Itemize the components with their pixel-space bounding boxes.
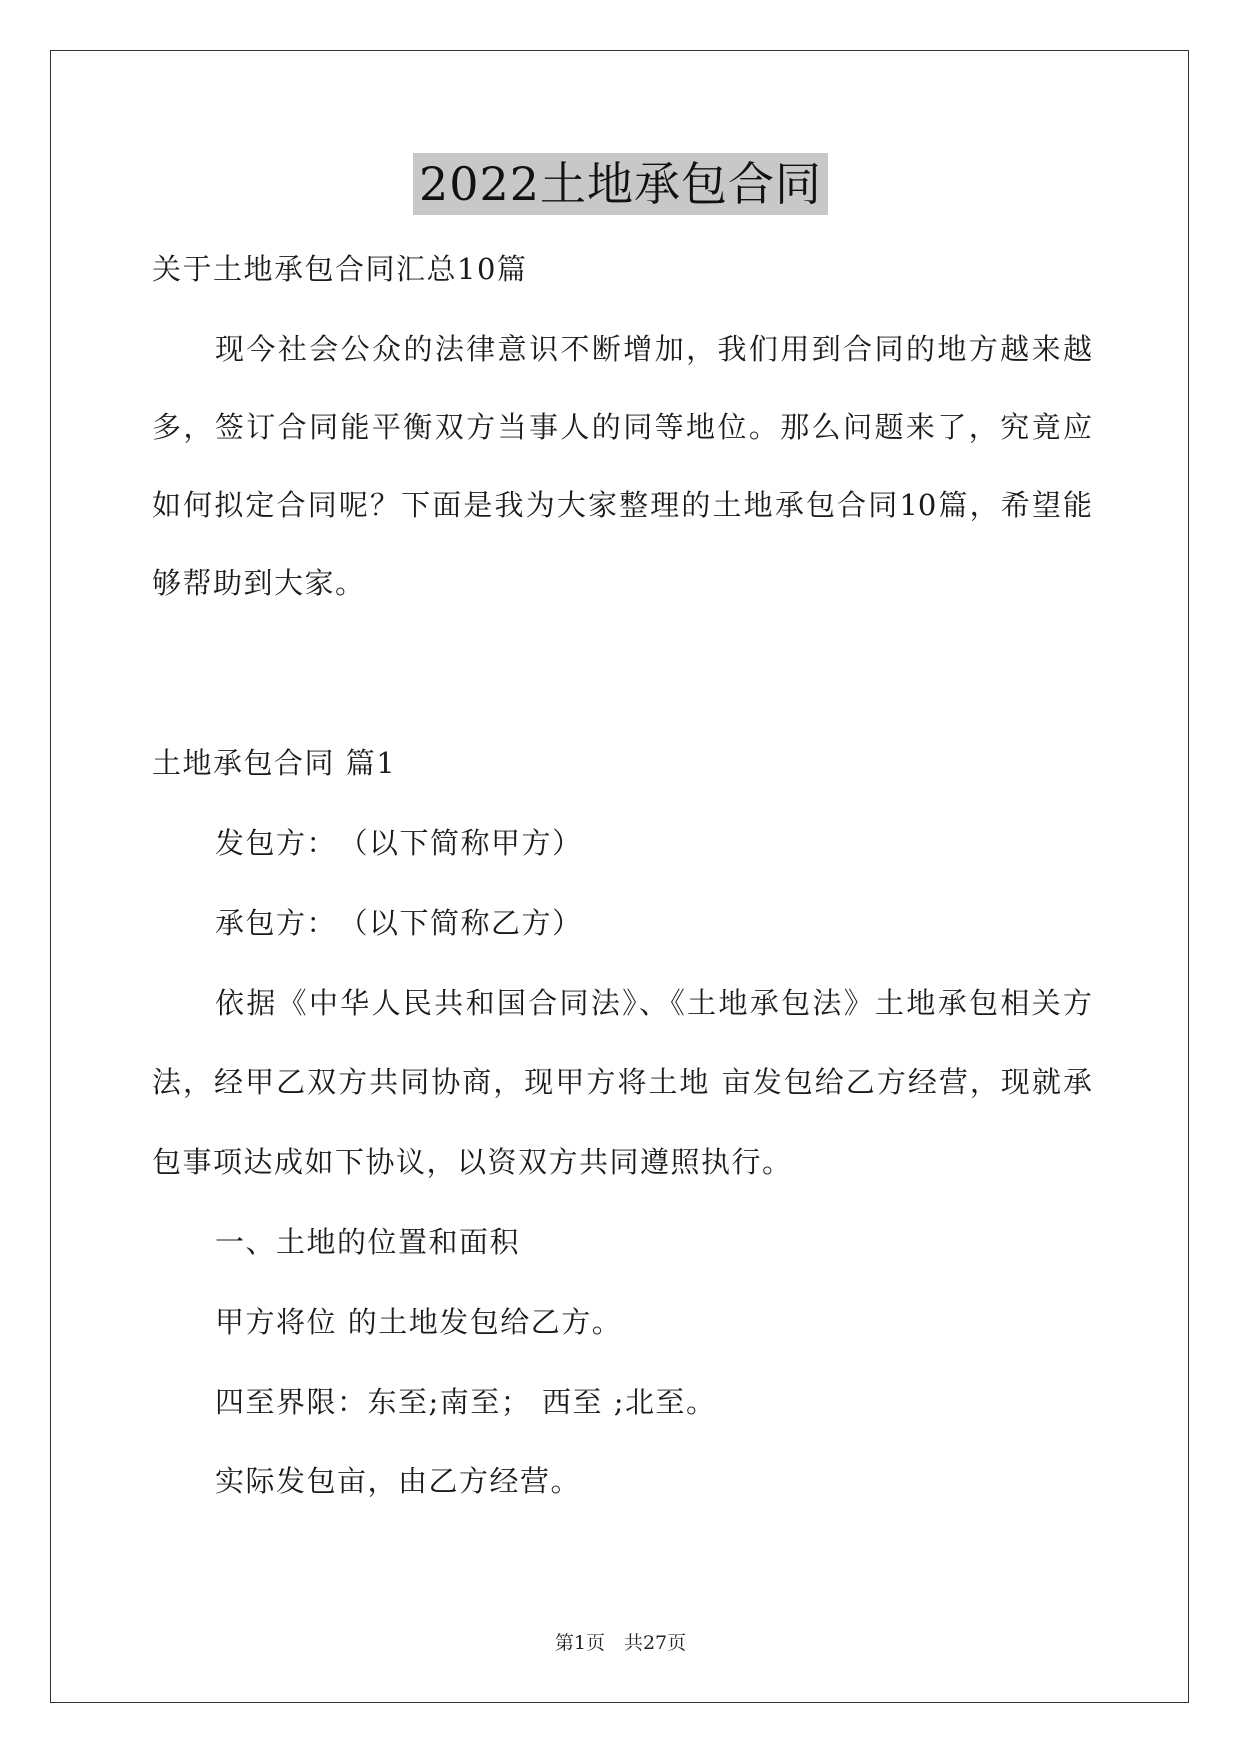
party-a-line: 发包方： （以下简称甲方）: [215, 826, 583, 860]
footer-current-page: 1: [573, 1632, 586, 1654]
clause-1-line-3: 实际发包亩，由乙方经营。: [215, 1464, 582, 1498]
basis-line-3: 包事项达成如下协议，以资双方共同遵照执行。: [152, 1145, 793, 1179]
document-subtitle: 关于土地承包合同汇总10篇: [152, 252, 528, 286]
basis-line-2: 法，经甲乙双方共同协商，现甲方将土地 亩发包给乙方经营，现就承: [152, 1065, 1092, 1099]
intro-line-1: 现今社会公众的法律意识不断增加，我们用到合同的地方越来越: [215, 332, 1092, 366]
basis-line-1: 依据《中华人民共和国合同法》、《土地承包法》土地承包相关方: [215, 986, 1092, 1020]
section-heading: 土地承包合同 篇1: [152, 746, 397, 780]
page-border: [50, 50, 1189, 1703]
footer-prefix: 第: [554, 1632, 574, 1654]
intro-line-3: 如何拟定合同呢？下面是我为大家整理的土地承包合同10篇，希望能: [152, 488, 1092, 522]
party-b-line: 承包方： （以下简称乙方）: [215, 906, 583, 940]
page-footer: [0, 1630, 1241, 1656]
intro-line-4: 够帮助到大家。: [152, 566, 366, 600]
title-container: [0, 153, 1241, 215]
clause-1-heading: 一、土地的位置和面积: [215, 1225, 521, 1259]
footer-suffix: 页: [667, 1632, 687, 1654]
intro-line-2: 多，签订合同能平衡双方当事人的同等地位。那么问题来了，究竟应: [152, 410, 1092, 444]
clause-1-line-1: 甲方将位 的土地发包给乙方。: [215, 1305, 623, 1339]
footer-mid: 页 共: [585, 1632, 643, 1654]
clause-1-line-2: 四至界限：东至;南至； 西至 ;北至。: [215, 1385, 717, 1419]
document-title: 2022土地承包合同: [413, 153, 828, 215]
footer-total-pages: 27: [642, 1632, 668, 1654]
